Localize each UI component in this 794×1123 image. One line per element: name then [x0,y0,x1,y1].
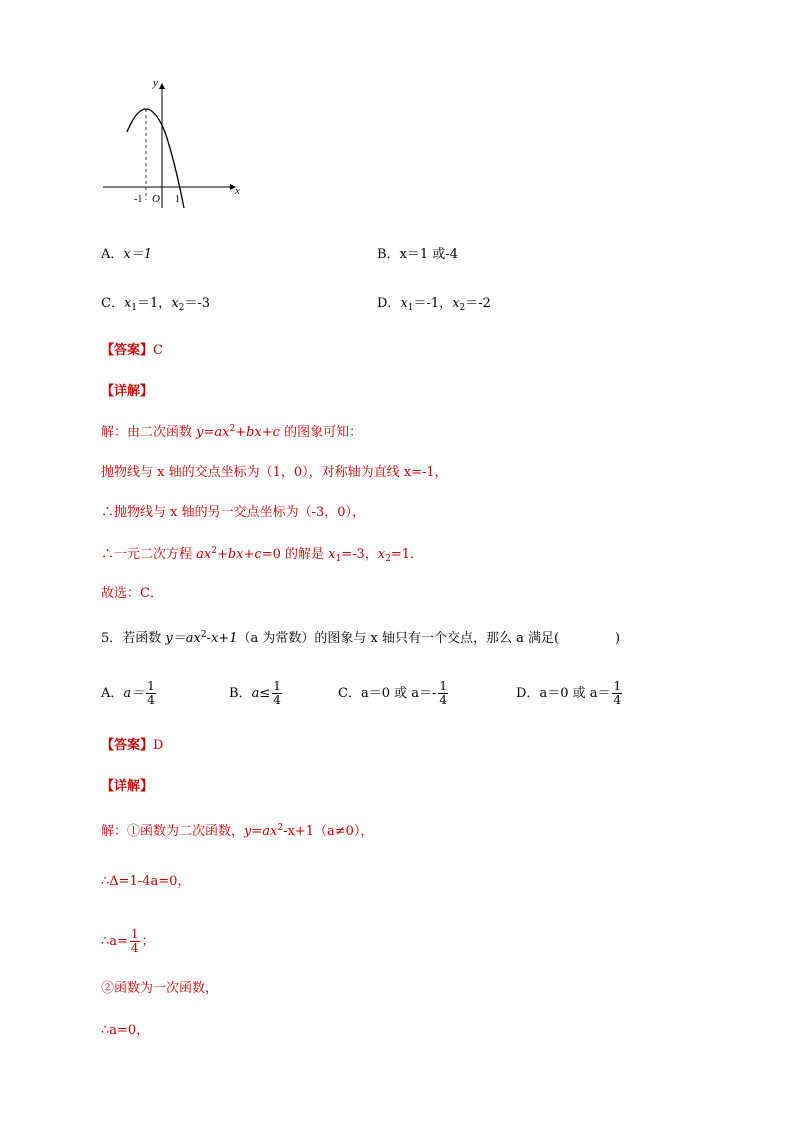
q4-solution-line-1: 解：由二次函数 $y=ax^2+bx+c$ 的图象可知： [101,424,363,440]
q4-option-a[interactable]: A．x＝1 [101,247,152,262]
fraction: $\frac{1}{4}$ [130,927,139,955]
q4-solution-line-2: 抛物线与 x 轴的交点坐标为（1，0），对称轴为直线 x=-1， [101,465,448,480]
q5-option-c[interactable]: C．a＝0 或 a＝- $\frac{1}{4}$ [338,679,448,707]
y-axis-label: y [153,77,158,89]
q4-option-b[interactable]: B．x＝1 或-4 [377,247,458,262]
fraction: $\frac{1}{4}$ [613,679,622,707]
q4-solution-line-4: ∴一元二次方程 $ax^2+bx+c=0$ 的解是 $x_1=-3$，$x_2=1$． [101,546,424,564]
q5-solution-line-2: ∴Δ=1-4a=0， [101,874,191,889]
fraction: $\frac{1}{4}$ [147,679,155,707]
fraction: $\frac{1}{4}$ [273,679,281,707]
q5-option-a[interactable]: A．a＝ $\frac{1}{4}$ [101,679,155,707]
tick-label-1: 1 [175,194,180,205]
x-axis-label: x [235,185,240,197]
parabola-graph [100,76,250,216]
q4-answer: 【答案】C [101,343,163,358]
q4-solution-line-5: 故选：C． [101,586,163,601]
origin-label: O [152,193,160,205]
q4-solution-line-3: ∴抛物线与 x 轴的另一交点坐标为（-3，0）， [101,505,366,520]
q5-solution-line-5: ∴a=0， [101,1023,150,1038]
q5-solution-line-3: ∴a= $\frac{1}{4}$ ； [101,927,155,955]
q4-option-d[interactable]: D．$x_1=-1$，$x_2=-2$ [377,296,491,313]
q5-solution-line-4: ②函数为一次函数， [101,981,219,996]
fraction: $\frac{1}{4}$ [439,679,448,707]
q4-option-c[interactable]: C．$x_1=1$，$x_2=-3$ [101,296,211,313]
q5-stem: 5．若函数 $y=ax^2-x+1(a$ 为常数）的图象与 x 轴只有一个交点，那么 a 满足( ) [101,630,621,646]
tick-label-neg1: -1 [134,194,143,205]
q5-detail-heading: 【详解】 [101,779,154,794]
q5-option-b[interactable]: B．a≤ $\frac{1}{4}$ [229,679,281,707]
q5-solution-line-1: 解：①函数为二次函数，$y=ax^2-x+1(a\ne 0)$， [101,823,374,839]
q5-answer: 【答案】D [101,738,164,753]
q4-detail-heading: 【详解】 [101,384,154,399]
q5-option-d[interactable]: D．a＝0 或 a＝ $\frac{1}{4}$ [516,679,622,707]
